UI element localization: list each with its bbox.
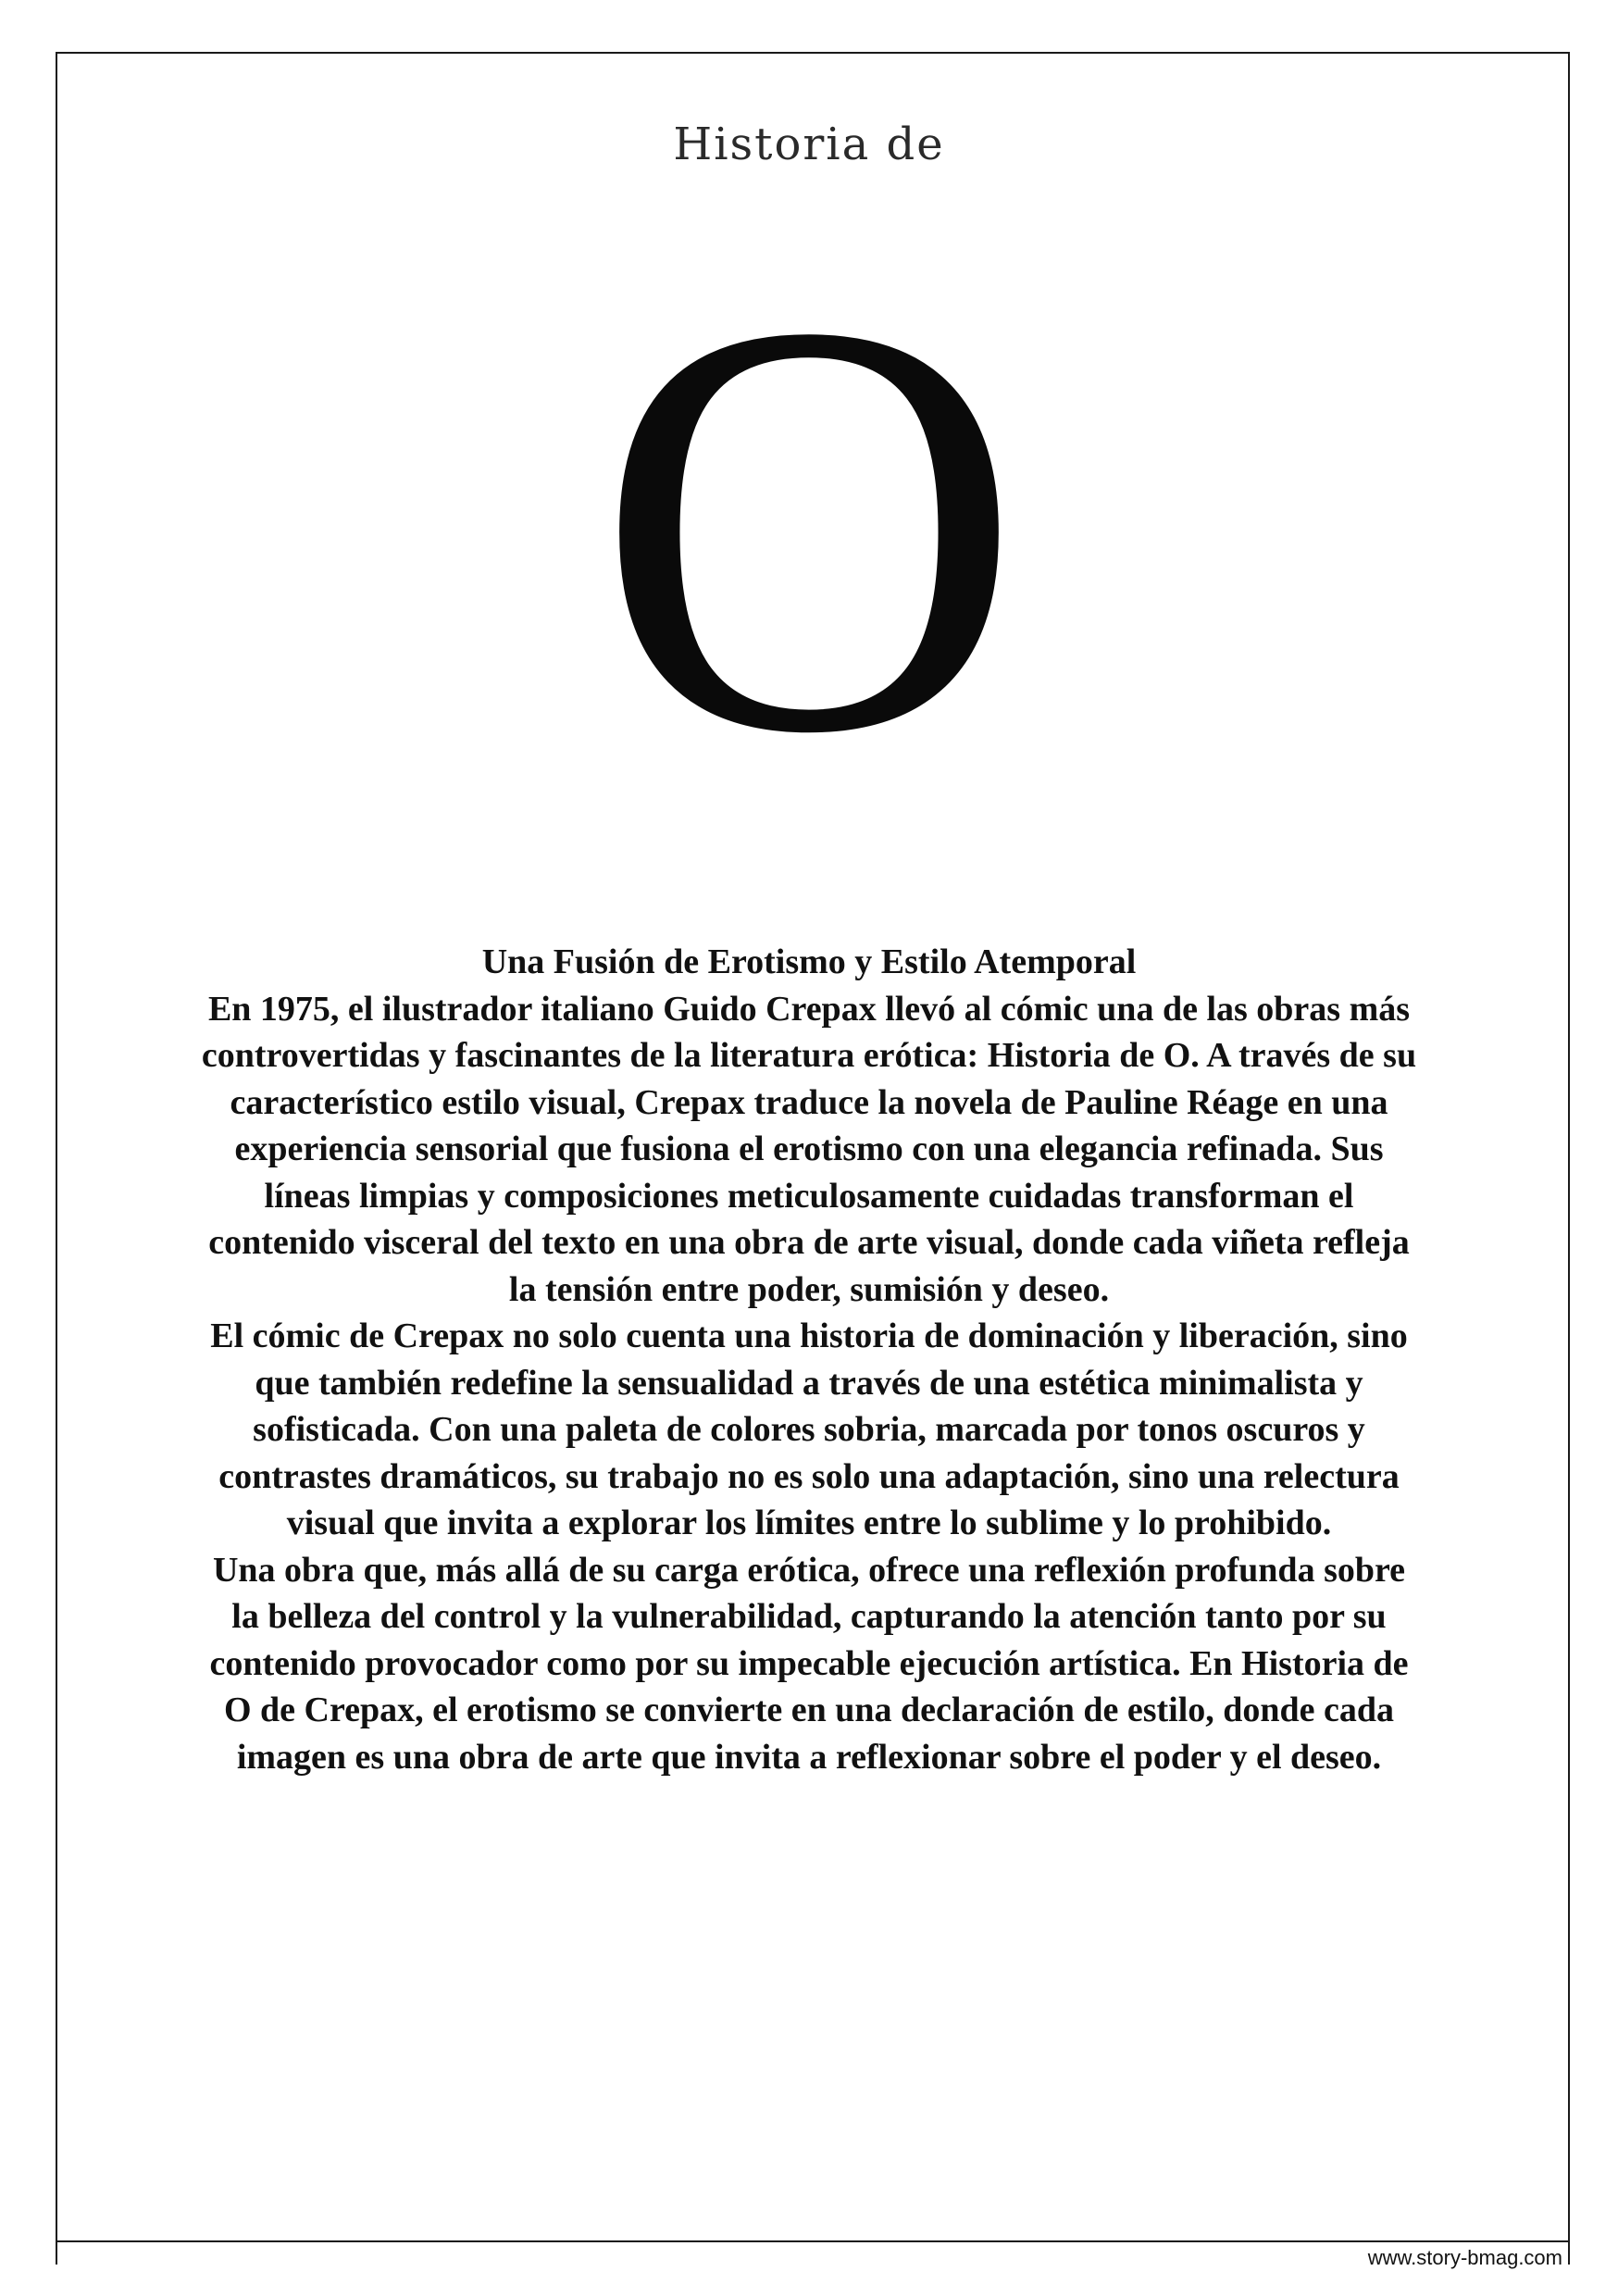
bottom-rule <box>56 2240 1570 2242</box>
article-paragraph-3: Una obra que, más allá de su carga erótica, ofrece una reflexión profunda sobre la belleza del control y la vulnerabilidad, capturando la atención tanto por su contenido provocador como por su impecable ejecución artística. En Historia de O de Crepax, el erotismo se convierte en una declaración de estilo, donde cada imagen es una obra de arte que invita a reflexionar sobre el poder y el deseo. <box>209 1550 1409 1777</box>
article-heading: Una Fusión de Erotismo y Estilo Atemporal <box>481 942 1137 981</box>
article-paragraph-2: El cómic de Crepax no solo cuenta una historia de dominación y liberación, sino que también redefine la sensualidad a través de una estética minimalista y sofisticada. Con una paleta de colores sobria, marcada por tonos oscuros y contrastes dramáticos, su trabajo no es solo una adaptación, sino una relectura visual que invita a explorar los límites entre lo sublime y lo prohibido. <box>210 1316 1408 1542</box>
title-big-letter: O <box>594 200 1024 855</box>
article-paragraph-1: En 1975, el ilustrador italiano Guido Crepax llevó al cómic una de las obras más controvertidas y fascinantes de la literatura erótica: Historia de O. A través de su característico estilo visual, Crepax traduce la novela de Pauline Réage en una experiencia sensorial que fusiona el erotismo con una elegancia refinada. Sus líneas limpias y composiciones meticulosamente cuidadas transforman el contenido visceral del texto en una obra de arte visual, donde cada viñeta refleja la tensión entre poder, sumisión y deseo. <box>201 989 1417 1309</box>
footer-website-link[interactable]: www.story-bmag.com <box>1367 2246 1562 2269</box>
article-body <box>198 939 1420 1780</box>
title-kicker: Historia de <box>673 119 945 170</box>
